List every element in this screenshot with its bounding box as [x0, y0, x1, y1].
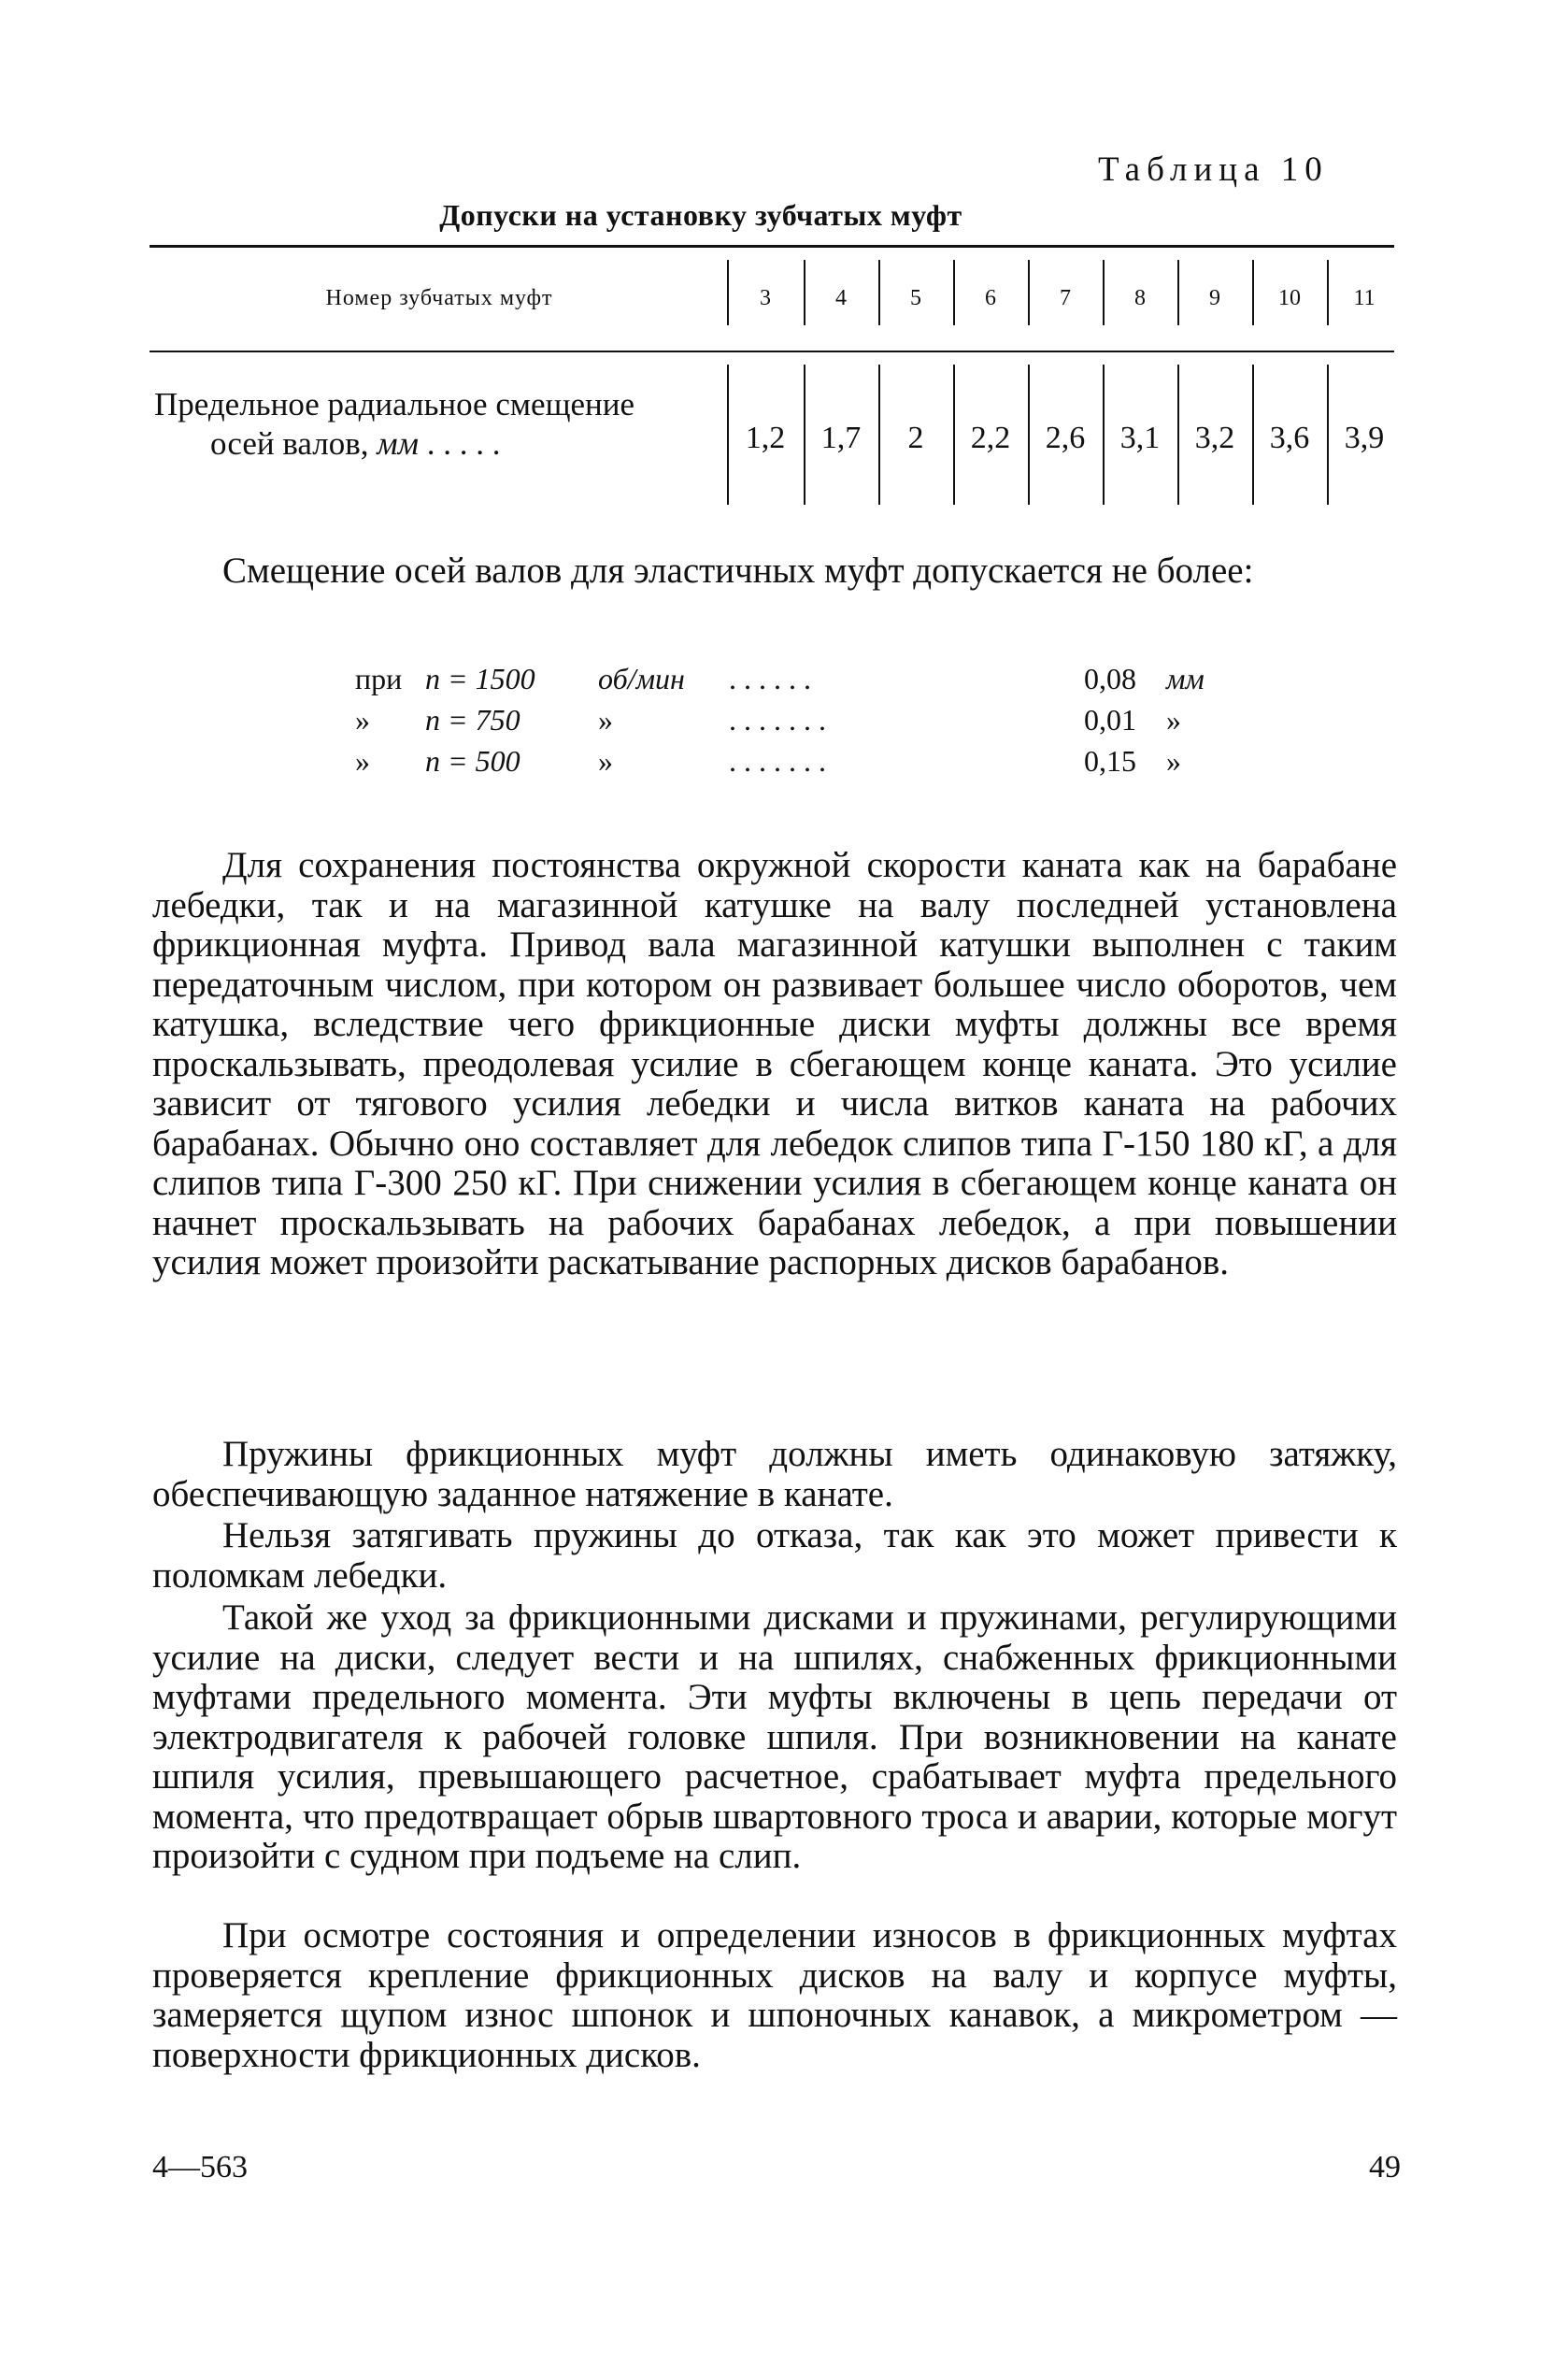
- shift-row: [0, 703, 1568, 744]
- row-label-line2: осей валов,: [210, 425, 369, 462]
- shift-value-unit: »: [1166, 744, 1181, 778]
- offset-value-7: 2,6: [1045, 421, 1086, 455]
- coupling-number-6: 6: [985, 286, 996, 310]
- shift-value-unit: мм: [1166, 662, 1205, 695]
- offset-value-8: 3,1: [1119, 421, 1161, 455]
- shift-intro-paragraph: Смещение осей валов для эластичных муфт допускается не более:: [222, 551, 1254, 591]
- row-label-line1: Предельное радиальное смещение: [154, 386, 635, 422]
- offset-value-4: 1,7: [820, 421, 862, 455]
- shift-speed-unit: об/мин: [598, 662, 685, 695]
- shift-value-unit: »: [1166, 703, 1181, 737]
- shift-prefix: »: [355, 703, 370, 737]
- shift-row: [0, 662, 1568, 703]
- table-header-label: Номер зубчатых муфт: [325, 286, 553, 310]
- coupling-number-11: 11: [1353, 286, 1376, 310]
- paragraph-no-overtighten: Нельзя затягивать пружины до отказа, так как это может привести к поломкам лебедки.: [152, 1515, 1397, 1596]
- row-label-leader: . . . . .: [418, 425, 501, 462]
- shift-prefix: »: [355, 744, 370, 778]
- shift-speed: n = 750: [425, 703, 520, 737]
- paragraph-inspection: При осмотре состояния и определении износов в фрикционных муфтах проверяется крепление фрикционных дисков на валу и корпусе муфты, замеряется щупом износ шпонок и шпоночных канавок, а микрометром — поверхности фрикционных дисков.: [152, 1915, 1397, 2075]
- offset-value-10: 3,6: [1269, 421, 1310, 455]
- coupling-number-7: 7: [1060, 286, 1071, 310]
- shift-prefix: при: [355, 662, 403, 695]
- table-row-label: [154, 385, 706, 464]
- shift-speed: n = 500: [425, 744, 520, 778]
- coupling-number-9: 9: [1209, 286, 1220, 310]
- table-title: Допуски на установку зубчатых муфт: [439, 198, 962, 232]
- coupling-number-4: 4: [835, 286, 847, 310]
- paragraph-springs: Пружины фрикционных муфт должны иметь одинаковую затяжку, обеспечивающую заданное натяжение в канате.: [152, 1434, 1397, 1514]
- offset-value-6: 2,2: [970, 421, 1011, 455]
- shift-leader-dots: . . . . . .: [729, 662, 811, 695]
- offset-value-3: 1,2: [745, 421, 786, 455]
- shift-leader-dots: . . . . . . .: [729, 703, 826, 737]
- offset-value-5: 2: [907, 421, 924, 455]
- shift-speed: n = 1500: [425, 662, 535, 695]
- table-top-rule: [150, 245, 1394, 248]
- row-label-unit: мм: [377, 425, 419, 462]
- shift-value: 0,15: [1084, 744, 1136, 778]
- shift-value: 0,01: [1084, 703, 1136, 737]
- coupling-number-3: 3: [760, 286, 771, 310]
- footer-signature: 4—563: [152, 2150, 248, 2184]
- footer-page-number: 49: [1369, 2150, 1401, 2184]
- shift-value: 0,08: [1084, 662, 1136, 695]
- paragraph-friction-clutch: Для сохранения постоянства окружной скорости каната как на барабане лебедки, так и на магазинной катушке на валу последней установлена фрикционная муфта. Привод вала магазинной катушки выполнен с таким передаточным числом, при котором он развивает большее число оборотов, чем катушка, вследствие чего фрикционные диски муфты должны все время проскальзывать, преодолевая усилие в сбегающем конце каната. Это усилие зависит от тягового усилия лебедки и числа витков каната на рабочих барабанах. Обычно оно составляет для лебедок слипов типа Г-150 180 кГ, а для слипов типа Г-300 250 кГ. При снижении усилия в сбегающем конце каната он начнет проскальзывать на рабочих барабанах лебедок, а при повышении усилия может произойти раскатывание распорных дисков барабанов.: [152, 845, 1397, 1282]
- coupling-number-8: 8: [1134, 286, 1146, 310]
- shift-row: [0, 744, 1568, 785]
- offset-value-11: 3,9: [1344, 421, 1385, 455]
- table-number-label: Таблица 10: [1098, 150, 1329, 189]
- shift-leader-dots: . . . . . . .: [729, 744, 826, 778]
- table-header-rule: [150, 351, 1394, 352]
- coupling-number-5: 5: [910, 286, 921, 310]
- offset-value-9: 3,2: [1194, 421, 1235, 455]
- shift-speed-unit: »: [598, 703, 613, 737]
- paragraph-capstan-care: Такой же уход за фрикционными дисками и пружинами, регулирующими усилие на диски, следует вести и на шпилях, снабженных фрикционными муфтами предельного момента. Эти муфты включены в цепь передачи от электродвигателя к рабочей головке шпиля. При возникновении на канате шпиля усилия, превышающего расчетное, срабатывает муфта предельного момента, что предотвращает обрыв швартовного троса и аварии, которые могут произойти с судном при подъеме на слип.: [152, 1597, 1397, 1876]
- coupling-number-10: 10: [1278, 286, 1301, 310]
- shift-speed-unit: »: [598, 744, 613, 778]
